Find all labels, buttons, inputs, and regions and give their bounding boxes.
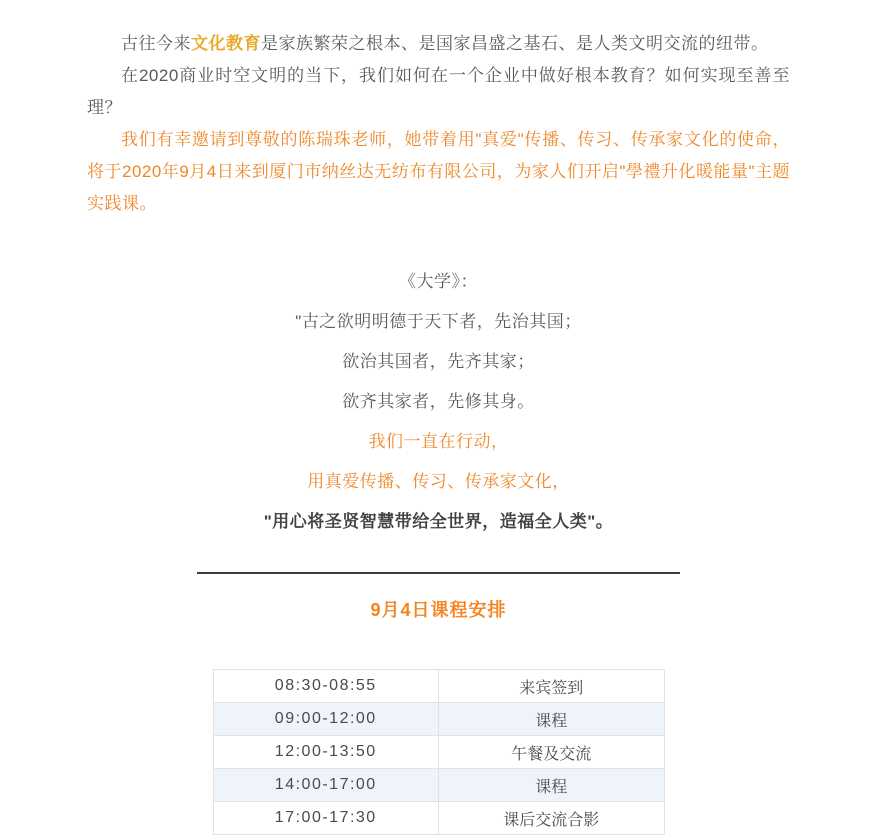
invitation-paragraph: 我们有幸邀请到尊敬的陈瑞珠老师，她带着用"真爱"传播、传习、传承家文化的使命，将于2020年9月4日来到厦门市纳丝达无纺布有限公司，为家人们开启"學禮升化暖能量"主题实践课。 xyxy=(87,130,790,213)
intro-paragraph-2: 在2020商业时空文明的当下，我们如何在一个企业中做好根本教育？如何实现至善至理？ xyxy=(87,66,790,117)
time-cell: 17:00-17:30 xyxy=(213,802,439,835)
table-row xyxy=(213,670,664,703)
quote-line-1: "古之欲明明德于天下者，先治其国； xyxy=(295,312,582,331)
culture-education-highlight: 文化教育 xyxy=(191,34,261,53)
section-divider xyxy=(197,572,680,574)
table-row xyxy=(213,703,664,736)
intro-paragraph-1-lead: 古往今来 xyxy=(121,34,191,53)
table-row xyxy=(213,769,664,802)
activity-cell: 午餐及交流 xyxy=(439,736,665,769)
time-cell: 08:30-08:55 xyxy=(213,670,439,703)
table-row xyxy=(213,802,664,835)
intro-paragraph-1 xyxy=(87,28,790,60)
activity-cell: 课程 xyxy=(439,703,665,736)
quote-title: 《大学》： xyxy=(399,272,478,291)
activity-cell: 来宾签到 xyxy=(439,670,665,703)
activity-cell: 课后交流合影 xyxy=(439,802,665,835)
schedule-table-body xyxy=(213,670,664,835)
time-cell: 12:00-13:50 xyxy=(213,736,439,769)
schedule-heading: 9月4日课程安排 xyxy=(370,600,507,620)
action-line-3: "用心将圣贤智慧带给全世界，造福全人类"。 xyxy=(263,512,614,531)
table-row xyxy=(213,736,664,769)
activity-cell: 课程 xyxy=(439,769,665,802)
action-line-2: 用真爱传播、传习、传承家文化， xyxy=(307,472,570,491)
schedule-table xyxy=(213,669,665,835)
quote-line-2: 欲治其国者，先齐其家； xyxy=(342,352,535,371)
time-cell: 09:00-12:00 xyxy=(213,703,439,736)
intro-paragraph-1-rest: 是家族繁荣之根本、是国家昌盛之基石、是人类文明交流的纽带。 xyxy=(261,34,769,53)
time-cell: 14:00-17:00 xyxy=(213,769,439,802)
action-line-1: 我们一直在行动， xyxy=(368,432,509,451)
quote-line-3: 欲齐其家者，先修其身。 xyxy=(342,392,535,411)
